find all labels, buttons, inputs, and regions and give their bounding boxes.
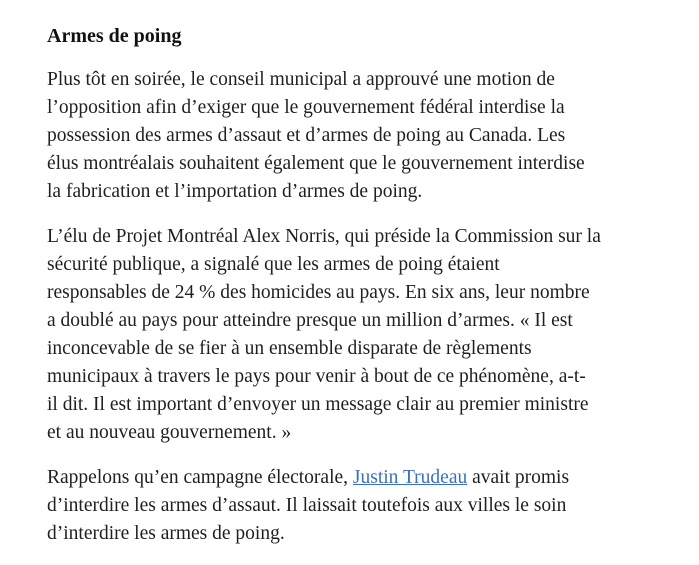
text-line: et au nouveau gouvernement. »	[47, 422, 292, 443]
article-body	[47, 22, 677, 565]
text-line	[47, 464, 677, 492]
text-line: Plus tôt en soirée, le conseil municipal a approuvé une motion de	[47, 69, 555, 90]
text-line: municipaux à travers le pays pour venir à bout de ce phénomène, a-t-	[47, 366, 586, 387]
text-line: la fabrication et l’importation d’armes de poing.	[47, 181, 423, 202]
text-fragment: Rappelons qu’en campagne électorale,	[47, 467, 353, 488]
justin-trudeau-link[interactable]: Justin Trudeau	[352, 467, 468, 488]
text-line: élus montréalais souhaitent également que le gouvernement interdise	[47, 153, 585, 174]
text-line: d’interdire les armes d’assaut. Il laissait toutefois aux villes le soin	[47, 495, 567, 516]
text-line: d’interdire les armes de poing.	[47, 523, 285, 544]
paragraph-norris-quote	[47, 223, 677, 447]
paragraph-motion	[47, 66, 677, 206]
text-line: responsables de 24 % des homicides au pays. En six ans, leur nombre	[47, 282, 590, 303]
text-line: L’élu de Projet Montréal Alex Norris, qui préside la Commission sur la	[47, 226, 601, 247]
paragraph-trudeau	[47, 464, 677, 548]
text-line: il dit. Il est important d’envoyer un message clair au premier ministre	[47, 394, 589, 415]
text-line: l’opposition afin d’exiger que le gouvernement fédéral interdise la	[47, 97, 565, 118]
section-heading: Armes de poing	[47, 25, 182, 47]
text-line: sécurité publique, a signalé que les armes de poing étaient	[47, 254, 500, 275]
text-line: inconcevable de se fier à un ensemble disparate de règlements	[47, 338, 532, 359]
text-line: possession des armes d’assaut et d’armes de poing au Canada. Les	[47, 125, 566, 146]
text-fragment: avait promis	[467, 467, 570, 488]
text-line: a doublé au pays pour atteindre presque un million d’armes. « Il est	[47, 310, 573, 331]
